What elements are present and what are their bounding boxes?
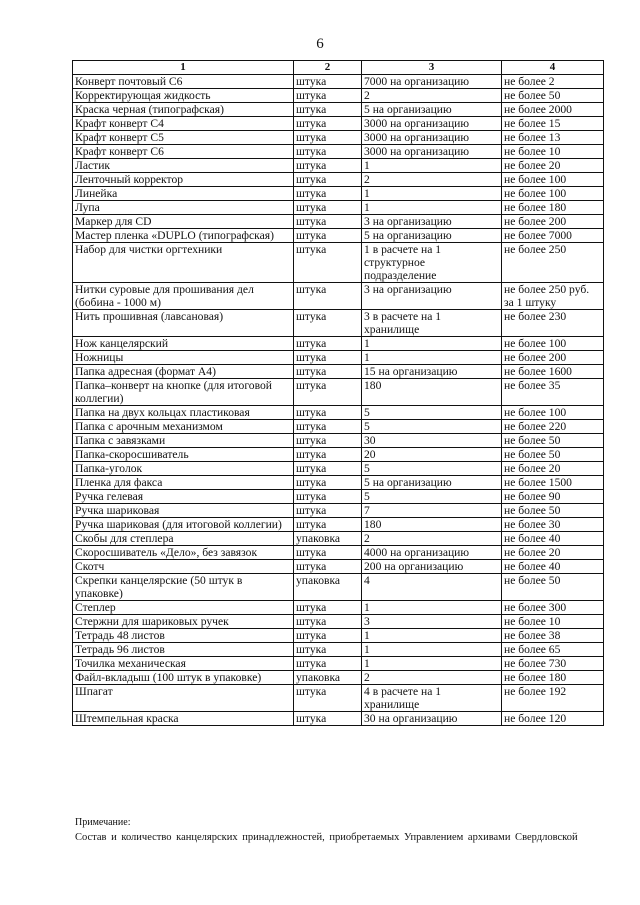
quantity-cell: 1 — [362, 657, 502, 671]
price-limit-cell: не более 100 — [502, 173, 604, 187]
table-row — [73, 215, 604, 229]
item-name-cell: Набор для чистки оргтехники — [73, 243, 294, 283]
item-name-cell: Степлер — [73, 601, 294, 615]
item-name-cell: Ручка гелевая — [73, 490, 294, 504]
item-name-cell: Файл-вкладыш (100 штук в упаковке) — [73, 671, 294, 685]
table-row — [73, 229, 604, 243]
quantity-cell: 2 — [362, 671, 502, 685]
item-name-cell: Скрепки канцелярские (50 штук в упаковке) — [73, 574, 294, 601]
table-row — [73, 476, 604, 490]
table-row — [73, 546, 604, 560]
price-limit-cell: не более 35 — [502, 379, 604, 406]
quantity-cell: 15 на организацию — [362, 365, 502, 379]
unit-cell: штука — [294, 310, 362, 337]
item-name-cell: Ножницы — [73, 351, 294, 365]
item-name-cell: Папка на двух кольцах пластиковая — [73, 406, 294, 420]
quantity-cell: 2 — [362, 173, 502, 187]
item-name-cell: Лупа — [73, 201, 294, 215]
table-row — [73, 365, 604, 379]
item-name-cell: Папка с арочным механизмом — [73, 420, 294, 434]
quantity-cell: 1 — [362, 351, 502, 365]
price-limit-cell: не более 10 — [502, 615, 604, 629]
quantity-cell: 7000 на организацию — [362, 75, 502, 89]
unit-cell: штука — [294, 406, 362, 420]
item-name-cell: Крафт конверт С4 — [73, 117, 294, 131]
table-row — [73, 448, 604, 462]
quantity-cell: 5 — [362, 406, 502, 420]
unit-cell: штука — [294, 462, 362, 476]
unit-cell: штука — [294, 283, 362, 310]
price-limit-cell: не более 7000 — [502, 229, 604, 243]
unit-cell: штука — [294, 103, 362, 117]
quantity-cell: 3000 на организацию — [362, 145, 502, 159]
unit-cell: штука — [294, 89, 362, 103]
quantity-cell: 5 на организацию — [362, 103, 502, 117]
table-row — [73, 657, 604, 671]
unit-cell: штука — [294, 131, 362, 145]
item-name-cell: Маркер для CD — [73, 215, 294, 229]
price-limit-cell: не более 192 — [502, 685, 604, 712]
unit-cell: штука — [294, 159, 362, 173]
item-name-cell: Нить прошивная (лавсановая) — [73, 310, 294, 337]
item-name-cell: Папка адресная (формат А4) — [73, 365, 294, 379]
price-limit-cell: не более 30 — [502, 518, 604, 532]
price-limit-cell: не более 90 — [502, 490, 604, 504]
quantity-cell: 3 на организацию — [362, 283, 502, 310]
item-name-cell: Ручка шариковая — [73, 504, 294, 518]
item-name-cell: Ленточный корректор — [73, 173, 294, 187]
quantity-cell: 3000 на организацию — [362, 117, 502, 131]
unit-cell: штука — [294, 351, 362, 365]
unit-cell: штука — [294, 448, 362, 462]
item-name-cell: Скобы для степлера — [73, 532, 294, 546]
item-name-cell: Папка–конверт на кнопке (для итоговой коллегии) — [73, 379, 294, 406]
unit-cell: штука — [294, 518, 362, 532]
price-limit-cell: не более 50 — [502, 448, 604, 462]
unit-cell: штука — [294, 243, 362, 283]
unit-cell: штука — [294, 434, 362, 448]
price-limit-cell: не более 100 — [502, 406, 604, 420]
unit-cell: упаковка — [294, 671, 362, 685]
column-header-1: 1 — [73, 61, 294, 75]
price-limit-cell: не более 730 — [502, 657, 604, 671]
table-row — [73, 629, 604, 643]
item-name-cell: Линейка — [73, 187, 294, 201]
unit-cell: штука — [294, 145, 362, 159]
quantity-cell: 3 на организацию — [362, 215, 502, 229]
unit-cell: штука — [294, 420, 362, 434]
table-row — [73, 75, 604, 89]
unit-cell: штука — [294, 560, 362, 574]
quantity-cell: 1 — [362, 643, 502, 657]
quantity-cell: 200 на организацию — [362, 560, 502, 574]
item-name-cell: Крафт конверт С5 — [73, 131, 294, 145]
item-name-cell: Мастер пленка «DUPLO (типографская) — [73, 229, 294, 243]
page-number: 6 — [316, 36, 324, 52]
unit-cell: штука — [294, 173, 362, 187]
item-name-cell: Нож канцелярский — [73, 337, 294, 351]
table-row — [73, 103, 604, 117]
table-row — [73, 173, 604, 187]
table-row — [73, 243, 604, 283]
item-name-cell: Ластик — [73, 159, 294, 173]
price-limit-cell: не более 200 — [502, 215, 604, 229]
price-limit-cell: не более 50 — [502, 504, 604, 518]
table-row — [73, 671, 604, 685]
table-row — [73, 504, 604, 518]
quantity-cell: 1 — [362, 337, 502, 351]
item-name-cell: Скоросшиватель «Дело», без завязок — [73, 546, 294, 560]
table-row — [73, 117, 604, 131]
table-row — [73, 89, 604, 103]
unit-cell: штука — [294, 215, 362, 229]
item-name-cell: Папка с завязками — [73, 434, 294, 448]
table-row — [73, 337, 604, 351]
price-limit-cell: не более 250 руб. за 1 штуку — [502, 283, 604, 310]
quantity-cell: 180 — [362, 379, 502, 406]
quantity-cell: 3 в расчете на 1 хранилище — [362, 310, 502, 337]
price-limit-cell: не более 65 — [502, 643, 604, 657]
column-header-3: 3 — [362, 61, 502, 75]
table-row — [73, 518, 604, 532]
item-name-cell: Конверт почтовый С6 — [73, 75, 294, 89]
table-row — [73, 434, 604, 448]
table-header-row — [73, 61, 604, 75]
price-limit-cell: не более 200 — [502, 351, 604, 365]
unit-cell: штука — [294, 657, 362, 671]
quantity-cell: 20 — [362, 448, 502, 462]
price-limit-cell: не более 20 — [502, 159, 604, 173]
unit-cell: штука — [294, 615, 362, 629]
quantity-cell: 1 в расчете на 1 структурное подразделение — [362, 243, 502, 283]
table-row — [73, 685, 604, 712]
quantity-cell: 1 — [362, 629, 502, 643]
item-name-cell: Стержни для шариковых ручек — [73, 615, 294, 629]
quantity-cell: 3000 на организацию — [362, 131, 502, 145]
table-row — [73, 145, 604, 159]
unit-cell: штука — [294, 490, 362, 504]
price-limit-cell: не более 20 — [502, 546, 604, 560]
supplies-table — [72, 60, 604, 726]
item-name-cell: Корректирующая жидкость — [73, 89, 294, 103]
table-row — [73, 379, 604, 406]
quantity-cell: 5 — [362, 462, 502, 476]
table-row — [73, 462, 604, 476]
quantity-cell: 4000 на организацию — [362, 546, 502, 560]
price-limit-cell: не более 50 — [502, 434, 604, 448]
item-name-cell: Папка-скоросшиватель — [73, 448, 294, 462]
price-limit-cell: не более 180 — [502, 201, 604, 215]
unit-cell: штука — [294, 337, 362, 351]
price-limit-cell: не более 230 — [502, 310, 604, 337]
table-row — [73, 131, 604, 145]
quantity-cell: 30 — [362, 434, 502, 448]
price-limit-cell: не более 13 — [502, 131, 604, 145]
unit-cell: штука — [294, 643, 362, 657]
item-name-cell: Папка-уголок — [73, 462, 294, 476]
unit-cell: штука — [294, 75, 362, 89]
unit-cell: штука — [294, 201, 362, 215]
quantity-cell: 5 — [362, 420, 502, 434]
quantity-cell: 1 — [362, 201, 502, 215]
price-limit-cell: не более 20 — [502, 462, 604, 476]
note-label: Примечание: — [75, 817, 131, 828]
price-limit-cell: не более 250 — [502, 243, 604, 283]
unit-cell: штука — [294, 187, 362, 201]
price-limit-cell: не более 220 — [502, 420, 604, 434]
price-limit-cell: не более 10 — [502, 145, 604, 159]
price-limit-cell: не более 15 — [502, 117, 604, 131]
quantity-cell: 180 — [362, 518, 502, 532]
item-name-cell: Краска черная (типографская) — [73, 103, 294, 117]
quantity-cell: 5 на организацию — [362, 476, 502, 490]
quantity-cell: 4 в расчете на 1 хранилище — [362, 685, 502, 712]
quantity-cell: 4 — [362, 574, 502, 601]
table-row — [73, 712, 604, 726]
price-limit-cell: не более 100 — [502, 337, 604, 351]
unit-cell: штука — [294, 379, 362, 406]
quantity-cell: 7 — [362, 504, 502, 518]
item-name-cell: Шпагат — [73, 685, 294, 712]
item-name-cell: Ручка шариковая (для итоговой коллегии) — [73, 518, 294, 532]
table-row — [73, 532, 604, 546]
item-name-cell: Пленка для факса — [73, 476, 294, 490]
unit-cell: штука — [294, 712, 362, 726]
table-row — [73, 159, 604, 173]
table-row — [73, 574, 604, 601]
item-name-cell: Тетрадь 96 листов — [73, 643, 294, 657]
table-row — [73, 406, 604, 420]
unit-cell: штука — [294, 601, 362, 615]
unit-cell: штука — [294, 629, 362, 643]
table-row — [73, 490, 604, 504]
table-row — [73, 283, 604, 310]
table-row — [73, 643, 604, 657]
quantity-cell: 1 — [362, 187, 502, 201]
column-header-2: 2 — [294, 61, 362, 75]
item-name-cell: Точилка механическая — [73, 657, 294, 671]
table-row — [73, 201, 604, 215]
price-limit-cell: не более 2000 — [502, 103, 604, 117]
price-limit-cell: не более 100 — [502, 187, 604, 201]
quantity-cell: 5 — [362, 490, 502, 504]
price-limit-cell: не более 40 — [502, 532, 604, 546]
unit-cell: штука — [294, 504, 362, 518]
price-limit-cell: не более 120 — [502, 712, 604, 726]
table-row — [73, 615, 604, 629]
item-name-cell: Скотч — [73, 560, 294, 574]
quantity-cell: 1 — [362, 159, 502, 173]
price-limit-cell: не более 2 — [502, 75, 604, 89]
table-row — [73, 560, 604, 574]
price-limit-cell: не более 1500 — [502, 476, 604, 490]
item-name-cell: Нитки суровые для прошивания дел (бобина - 1000 м) — [73, 283, 294, 310]
column-header-4: 4 — [502, 61, 604, 75]
item-name-cell: Крафт конверт С6 — [73, 145, 294, 159]
quantity-cell: 5 на организацию — [362, 229, 502, 243]
unit-cell: штука — [294, 685, 362, 712]
unit-cell: упаковка — [294, 574, 362, 601]
price-limit-cell: не более 40 — [502, 560, 604, 574]
price-limit-cell: не более 180 — [502, 671, 604, 685]
price-limit-cell: не более 50 — [502, 574, 604, 601]
unit-cell: штука — [294, 229, 362, 243]
price-limit-cell: не более 50 — [502, 89, 604, 103]
table-row — [73, 420, 604, 434]
table-row — [73, 310, 604, 337]
quantity-cell: 3 — [362, 615, 502, 629]
quantity-cell: 2 — [362, 89, 502, 103]
unit-cell: штука — [294, 476, 362, 490]
table-row — [73, 187, 604, 201]
table-body — [73, 75, 604, 726]
price-limit-cell: не более 1600 — [502, 365, 604, 379]
table-row — [73, 351, 604, 365]
quantity-cell: 1 — [362, 601, 502, 615]
price-limit-cell: не более 300 — [502, 601, 604, 615]
unit-cell: штука — [294, 117, 362, 131]
item-name-cell: Штемпельная краска — [73, 712, 294, 726]
table-row — [73, 601, 604, 615]
price-limit-cell: не более 38 — [502, 629, 604, 643]
unit-cell: штука — [294, 546, 362, 560]
unit-cell: штука — [294, 365, 362, 379]
quantity-cell: 2 — [362, 532, 502, 546]
unit-cell: упаковка — [294, 532, 362, 546]
note-text: Состав и количество канцелярских принадлежностей, приобретаемых Управлением архивами Свердловской — [75, 832, 578, 843]
quantity-cell: 30 на организацию — [362, 712, 502, 726]
item-name-cell: Тетрадь 48 листов — [73, 629, 294, 643]
